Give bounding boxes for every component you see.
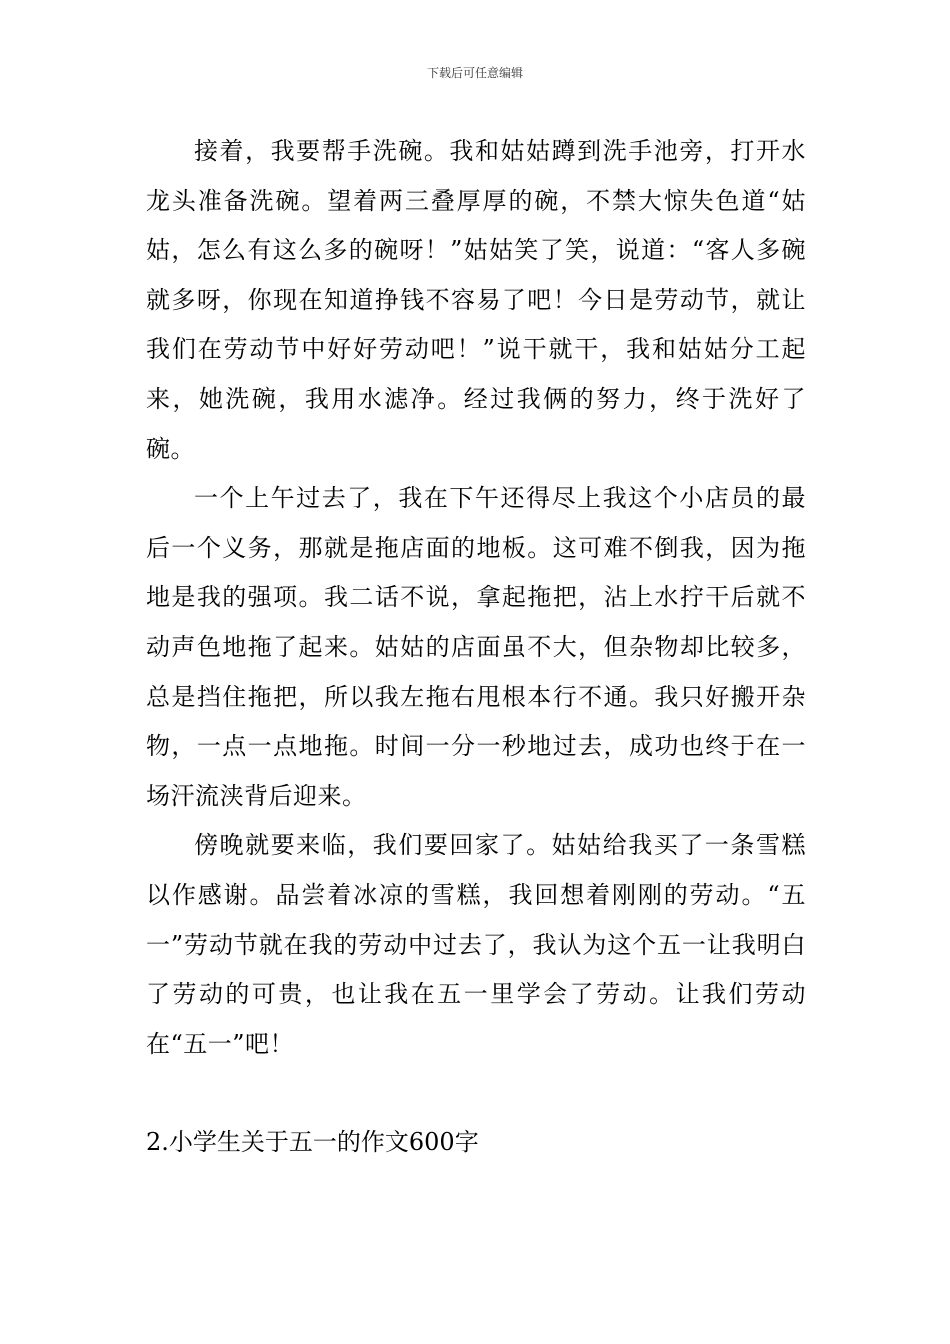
section-heading: 2.小学生关于五一的作文600字: [146, 1128, 479, 1156]
paragraph-going-home: 傍晚就要来临，我们要回家了。姑姑给我买了一条雪糕以作感谢。品尝着冰凉的雪糕，我回想着刚刚的劳动。“五一”劳动节就在我的劳动中过去了，我认为这个五一让我明白了劳动的可贵，也让我在五一里学会了劳动。让我们劳动在“五一”吧！: [146, 831, 806, 1058]
paragraph-mopping-floor: 一个上午过去了，我在下午还得尽上我这个小店员的最后一个义务，那就是拖店面的地板。这可难不倒我，因为拖地是我的强项。我二话不说，拿起拖把，沾上水拧干后就不动声色地拖了起来。姑姑的店面虽不大，但杂物却比较多，总是挡住拖把，所以我左拖右甩根本行不通。我只好搬开杂物，一点一点地拖。时间一分一秒地过去，成功也终于在一场汗流浃背后迎来。: [146, 484, 806, 810]
article-body: [146, 127, 806, 1069]
header-note: 下载后可任意编辑: [426, 66, 523, 80]
paragraph-washing-dishes: 接着，我要帮手洗碗。我和姑姑蹲到洗手池旁，打开水龙头准备洗碗。望着两三叠厚厚的碗，不禁大惊失色道“姑姑，怎么有这么多的碗呀！”姑姑笑了笑，说道：“客人多碗就多呀，你现在知道挣钱不容易了吧！今日是劳动节，就让我们在劳动节中好好劳动吧！”说干就干，我和姑姑分工起来，她洗碗，我用水滤净。经过我俩的努力，终于洗好了碗。: [146, 137, 806, 463]
